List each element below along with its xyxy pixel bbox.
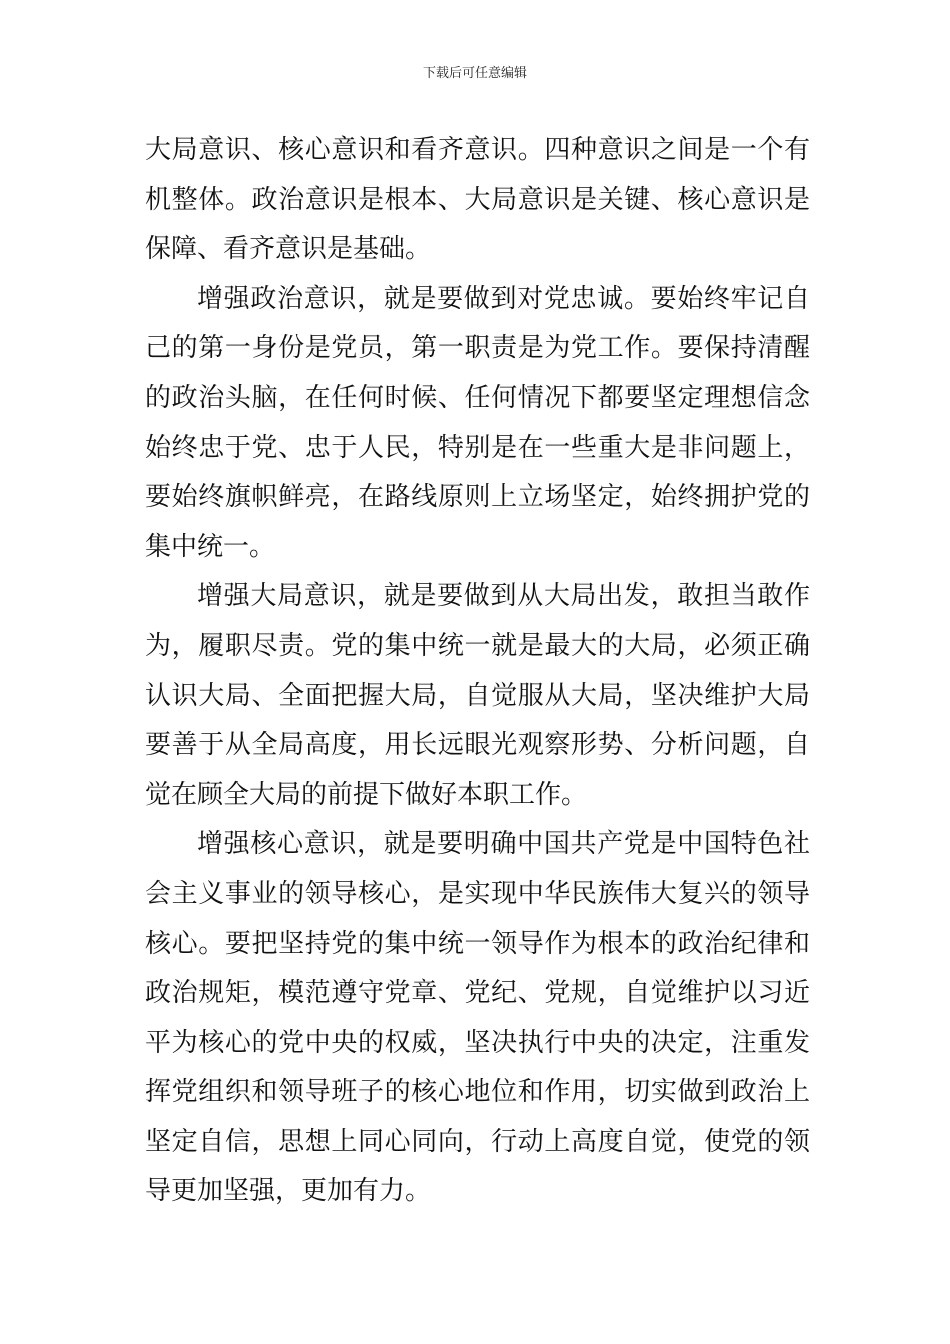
- paragraph-continuation: 大局意识、核心意识和看齐意识。四种意识之间是一个有机整体。政治意识是根本、大局意识是关键、核心意识是保障、看齐意识是基础。: [145, 135, 810, 265]
- paragraph-core-awareness: 增强核心意识，就是要明确中国共产党是中国特色社会主义事业的领导核心，是实现中华民族伟大复兴的领导核心。要把坚持党的集中统一领导作为根本的政治纪律和政治规矩，模范遵守党章、党纪、党规，自觉维护以习近平为核心的党中央的权威，坚决执行中央的决定，注重发挥党组织和领导班子的核心地位和作用，切实做到政治上坚定自信，思想上同心同向，行动上高度自觉，使党的领导更加坚强，更加有力。: [145, 829, 810, 1207]
- paragraph-overall-awareness: 增强大局意识，就是要做到从大局出发，敢担当敢作为，履职尽责。党的集中统一就是最大的大局，必须正确认识大局、全面把握大局，自觉服从大局，坚决维护大局要善于从全局高度，用长远眼光观察形势、分析问题，自觉在顾全大局的前提下做好本职工作。: [145, 581, 810, 810]
- paragraph-political-awareness: 增强政治意识，就是要做到对党忠诚。要始终牢记自己的第一身份是党员，第一职责是为党工作。要保持清醒的政治头脑，在任何时候、任何情况下都要坚定理想信念始终忠于党、忠于人民，特别是在一些重大是非问题上，要始终旗帜鲜亮，在路线原则上立场坚定，始终拥护党的集中统一。: [145, 283, 810, 562]
- document-body: [145, 126, 810, 1217]
- page-header: 下载后可任意编辑: [422, 66, 527, 81]
